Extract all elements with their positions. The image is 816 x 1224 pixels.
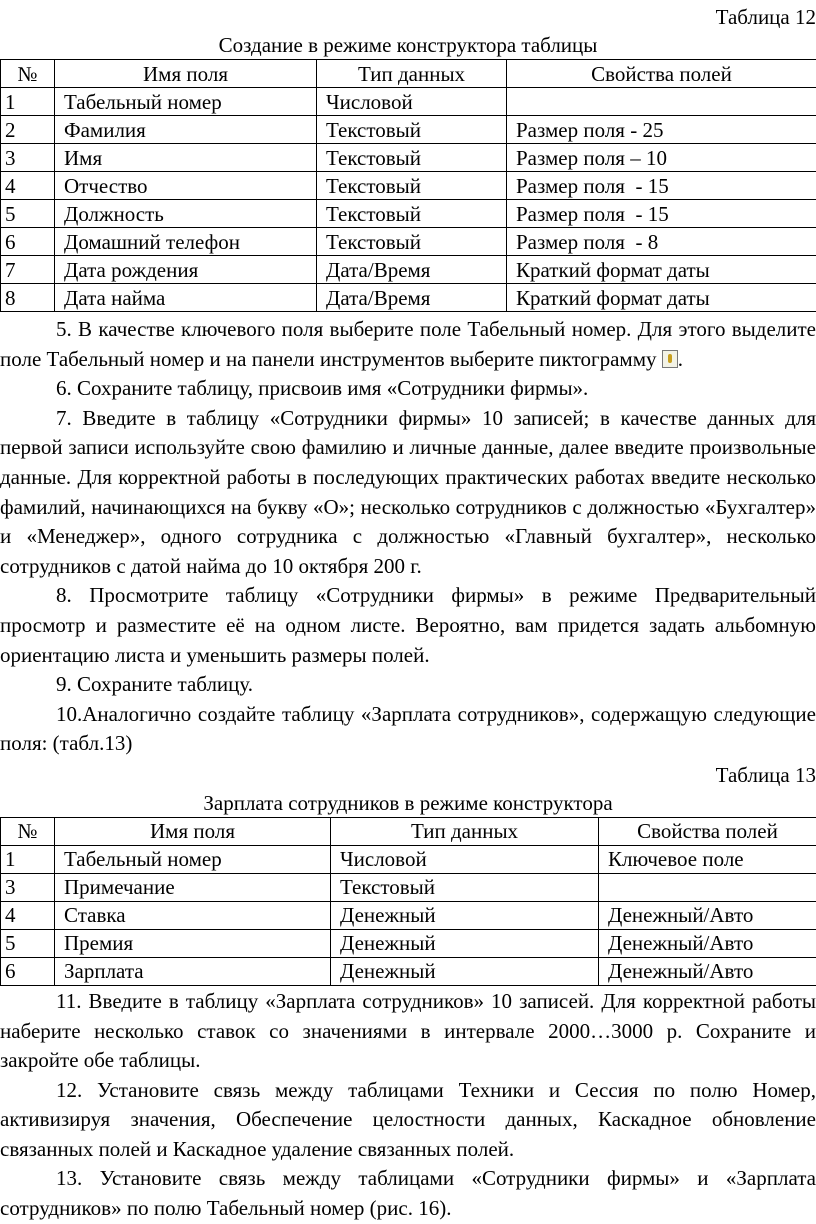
paragraph-8: 8. Просмотрите таблицу «Сотрудники фирмы» в режиме Предварительный просмотр и разместите её на одном листе. Вероятно, вам придется задать альбомную ориентацию листа и уменьшить размеры полей. [0, 581, 816, 670]
table-cell: Числовой [317, 88, 507, 116]
table-cell: Примечание [55, 873, 331, 901]
table-header-row [1, 817, 816, 845]
paragraph-9: 9. Сохраните таблицу. [0, 670, 816, 700]
table-cell: 3 [1, 873, 55, 901]
table-cell: Дата/Время [317, 284, 507, 312]
table-cell: Денежный/Авто [599, 957, 816, 985]
key-icon [662, 350, 678, 368]
table-cell: Размер поля - 15 [507, 200, 816, 228]
table13-caption-number: Таблица 13 [0, 761, 816, 789]
paragraph-5-end: . [678, 347, 683, 371]
table-cell: Текстовый [317, 116, 507, 144]
table13-caption-title: Зарплата сотрудников в режиме конструктора [0, 789, 816, 817]
table-row [1, 256, 816, 284]
table-row [1, 200, 816, 228]
table-row [1, 144, 816, 172]
table-cell: Краткий формат даты [507, 256, 816, 284]
table-cell: 5 [1, 929, 55, 957]
paragraph-13: 13. Установите связь между таблицами «Сотрудники фирмы» и «Зарплата сотрудников» по полю Табельный номер (рис. 16). [0, 1164, 816, 1223]
table-cell: Имя [55, 144, 317, 172]
table-cell: Краткий формат даты [507, 284, 816, 312]
table-header-row [1, 60, 816, 88]
table-cell: 7 [1, 256, 55, 284]
table-row [1, 845, 816, 873]
table-row [1, 957, 816, 985]
paragraph-6: 6. Сохраните таблицу, присвоив имя «Сотрудники фирмы». [0, 374, 816, 404]
table-cell: 8 [1, 284, 55, 312]
table-row [1, 873, 816, 901]
header-cell: Свойства полей [507, 60, 816, 88]
paragraph-5 [0, 315, 816, 374]
table-cell: Зарплата [55, 957, 331, 985]
table-row [1, 929, 816, 957]
table-cell: Размер поля – 10 [507, 144, 816, 172]
table-cell: Текстовый [317, 144, 507, 172]
table-cell: Размер поля - 25 [507, 116, 816, 144]
header-cell: Имя поля [55, 817, 331, 845]
table-cell: Размер поля - 8 [507, 228, 816, 256]
table-cell: Текстовый [317, 228, 507, 256]
table-cell: Текстовый [317, 172, 507, 200]
table-cell: Числовой [331, 845, 599, 873]
table-cell: Должность [55, 200, 317, 228]
table-cell: Денежный [331, 929, 599, 957]
table-cell: 1 [1, 88, 55, 116]
table-cell: Табельный номер [55, 845, 331, 873]
header-cell: Тип данных [317, 60, 507, 88]
table-cell: Денежный [331, 901, 599, 929]
table12 [0, 59, 816, 312]
paragraph-10: 10.Аналогично создайте таблицу «Зарплата сотрудников», содержащую следующие поля: (табл.13) [0, 700, 816, 759]
table12-caption-title: Создание в режиме конструктора таблицы [0, 31, 816, 59]
table-cell: 6 [1, 228, 55, 256]
table-cell: Ключевое поле [599, 845, 816, 873]
paragraph-11: 11. Введите в таблицу «Зарплата сотрудников» 10 записей. Для корректной работы наберите несколько ставок со значениями в интервале 2000…3000 р. Сохраните и закройте обе таблицы. [0, 987, 816, 1076]
header-cell: № [1, 817, 55, 845]
header-cell: № [1, 60, 55, 88]
header-cell: Свойства полей [599, 817, 816, 845]
table-cell: Дата/Время [317, 256, 507, 284]
table-row [1, 116, 816, 144]
header-cell: Имя поля [55, 60, 317, 88]
table-cell: Денежный/Авто [599, 901, 816, 929]
paragraph-12: 12. Установите связь между таблицами Техники и Сессия по полю Номер, активизируя значения, Обеспечение целостности данных, Каскадное обновление связанных полей и Каскадное удаление связанных полей. [0, 1076, 816, 1165]
paragraph-5-text: 5. В качестве ключевого поля выберите поле Табельный номер. Для этого выделите поле Табельный номер и на панели инструментов выберите пиктограмму [0, 317, 816, 371]
table-cell: Денежный/Авто [599, 929, 816, 957]
table-cell: Фамилия [55, 116, 317, 144]
table-cell: 3 [1, 144, 55, 172]
table-cell: 4 [1, 172, 55, 200]
table-cell: Размер поля - 15 [507, 172, 816, 200]
table-cell: 1 [1, 845, 55, 873]
table-cell: Текстовый [317, 200, 507, 228]
table-cell: Текстовый [331, 873, 599, 901]
table-row [1, 228, 816, 256]
table-row [1, 901, 816, 929]
table-cell [599, 873, 816, 901]
table12-caption-number: Таблица 12 [0, 3, 816, 31]
table-cell [507, 88, 816, 116]
table-cell: Отчество [55, 172, 317, 200]
table-row [1, 172, 816, 200]
table-row [1, 284, 816, 312]
table-cell: 2 [1, 116, 55, 144]
table-cell: Премия [55, 929, 331, 957]
table-cell: Дата рождения [55, 256, 317, 284]
header-cell: Тип данных [331, 817, 599, 845]
table-cell: 4 [1, 901, 55, 929]
table13 [0, 817, 816, 986]
table-cell: Табельный номер [55, 88, 317, 116]
table-cell: Ставка [55, 901, 331, 929]
paragraph-7: 7. Введите в таблицу «Сотрудники фирмы» 10 записей; в качестве данных для первой записи используйте свою фамилию и личные данные, далее введите произвольные данные. Для корректной работы в последующих практических работах введите несколько фамилий, начинающихся на букву «О»; несколько сотрудников с должностью «Бухгалтер» и «Менеджер», одного сотрудника с должностью «Главный бухгалтер», несколько сотрудников с датой найма до 10 октября 200 г. [0, 404, 816, 582]
table-cell: Дата найма [55, 284, 317, 312]
table-row [1, 88, 816, 116]
table-cell: Домашний телефон [55, 228, 317, 256]
table-cell: Денежный [331, 957, 599, 985]
table-cell: 6 [1, 957, 55, 985]
table-cell: 5 [1, 200, 55, 228]
